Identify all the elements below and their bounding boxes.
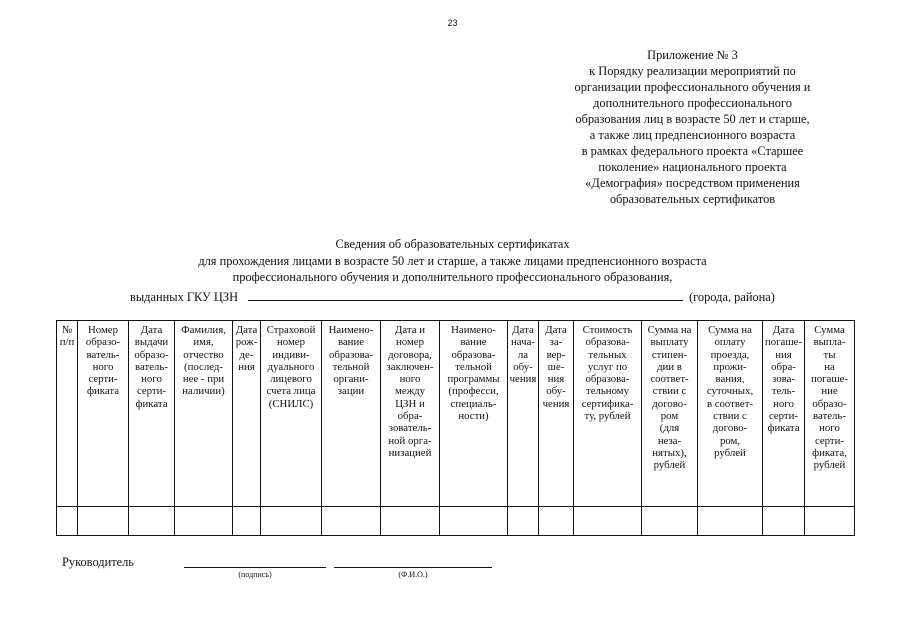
- appendix-line: поколение» национального проекта: [598, 160, 787, 174]
- appendix-header: [540, 47, 845, 207]
- signature-label: Руководитель: [62, 555, 134, 569]
- page-number: 23: [447, 18, 458, 28]
- table-cell[interactable]: [57, 507, 78, 536]
- table-cell[interactable]: [261, 507, 322, 536]
- issued-blank-line[interactable]: [248, 289, 683, 301]
- appendix-line: организации профессионального обучения и: [574, 80, 811, 94]
- table-cell[interactable]: [698, 507, 763, 536]
- appendix-line: образовательных сертификатов: [609, 192, 776, 206]
- column-header-repayment-sum: Сумма выпла- ты на погаше- ние образо- ватель- ного серти- фиката, рублей: [805, 321, 855, 507]
- column-header-certificate-number: Номер образо- ватель- ного серти- фиката: [78, 321, 129, 507]
- title-line: для прохождения лицами в возрасте 50 лет и старше, а также лицами предпенсионного возраста: [198, 253, 707, 268]
- appendix-line: а также лиц предпенсионного возраста: [589, 128, 796, 142]
- certificates-table: [56, 320, 855, 536]
- issued-label: выданных ГКУ ЦЗН: [130, 290, 239, 304]
- appendix-line: образования лиц в возрасте 50 лет и старше,: [575, 112, 810, 126]
- title-line: Сведения об образовательных сертификатах: [335, 237, 570, 251]
- column-header-snils: Страховой номер индиви- дуального лицевого счета лица (СНИЛС): [261, 321, 322, 507]
- column-header-program: Наимено- вание образова- тельной программы (професси, специаль- ности): [440, 321, 508, 507]
- appendix-line: «Демография» посредством применения: [585, 176, 800, 190]
- appendix-line: в рамках федерального проекта «Старшее: [581, 144, 804, 158]
- issued-by-row: [130, 289, 820, 305]
- column-header-stipend: Сумма на выплату стипен- дии в соответ- ствии с догово- ром (для неза- нятых), рублей: [642, 321, 698, 507]
- title-line: профессионального обучения и дополнительного профессионального образования,: [232, 270, 673, 284]
- signature-line[interactable]: [184, 567, 326, 568]
- column-header-end-date: Дата за- вер- ше- ния обу- чения: [539, 321, 574, 507]
- column-header-start-date: Дата нача- ла обу- чения: [508, 321, 539, 507]
- column-header-organization: Наимено- вание образова- тельной органи- зации: [322, 321, 381, 507]
- column-header-repayment-date: Дата погаше- ния обра- зова- тель- ного серти- фиката: [763, 321, 805, 507]
- table-cell[interactable]: [381, 507, 440, 536]
- column-header-contract: Дата и номер договора, заключен- ного между ЦЗН и обра- зователь- ной орга- низацией: [381, 321, 440, 507]
- table-cell[interactable]: [642, 507, 698, 536]
- table-cell[interactable]: [175, 507, 233, 536]
- table-row: [57, 507, 855, 536]
- appendix-line: дополнительного профессионального: [593, 96, 792, 110]
- issued-suffix: (города, района): [689, 290, 775, 304]
- table-cell[interactable]: [440, 507, 508, 536]
- column-header-issue-date: Дата выдачи образо- ватель- ного серти- фиката: [129, 321, 175, 507]
- column-header-travel: Сумма на оплату проезда, прожи- вания, суточных, в соответ- ствии с догово- ром, рублей: [698, 321, 763, 507]
- full-name-caption: (Ф.И.О.): [398, 570, 428, 579]
- appendix-line: к Порядку реализации мероприятий по: [589, 64, 796, 78]
- table-cell[interactable]: [805, 507, 855, 536]
- column-header-birth-date: Дата рож- де- ния: [233, 321, 261, 507]
- document-title: [100, 236, 805, 286]
- column-header-full-name: Фамилия, имя, отчество (послед- нее - при наличии): [175, 321, 233, 507]
- table-cell[interactable]: [763, 507, 805, 536]
- table-cell[interactable]: [574, 507, 642, 536]
- table-cell[interactable]: [233, 507, 261, 536]
- appendix-line: Приложение № 3: [647, 48, 738, 62]
- table-cell[interactable]: [508, 507, 539, 536]
- table-cell[interactable]: [322, 507, 381, 536]
- table-header-row: [57, 321, 855, 507]
- table-cell[interactable]: [539, 507, 574, 536]
- table-cell[interactable]: [78, 507, 129, 536]
- table-cell[interactable]: [129, 507, 175, 536]
- column-header-number: № п/п: [57, 321, 78, 507]
- signature-caption: (подпись): [238, 570, 272, 579]
- signature-block: [62, 555, 522, 595]
- column-header-cost: Стоимость образова- тельных услуг по образова- тельному сертифика- ту, рублей: [574, 321, 642, 507]
- full-name-line[interactable]: [334, 567, 492, 568]
